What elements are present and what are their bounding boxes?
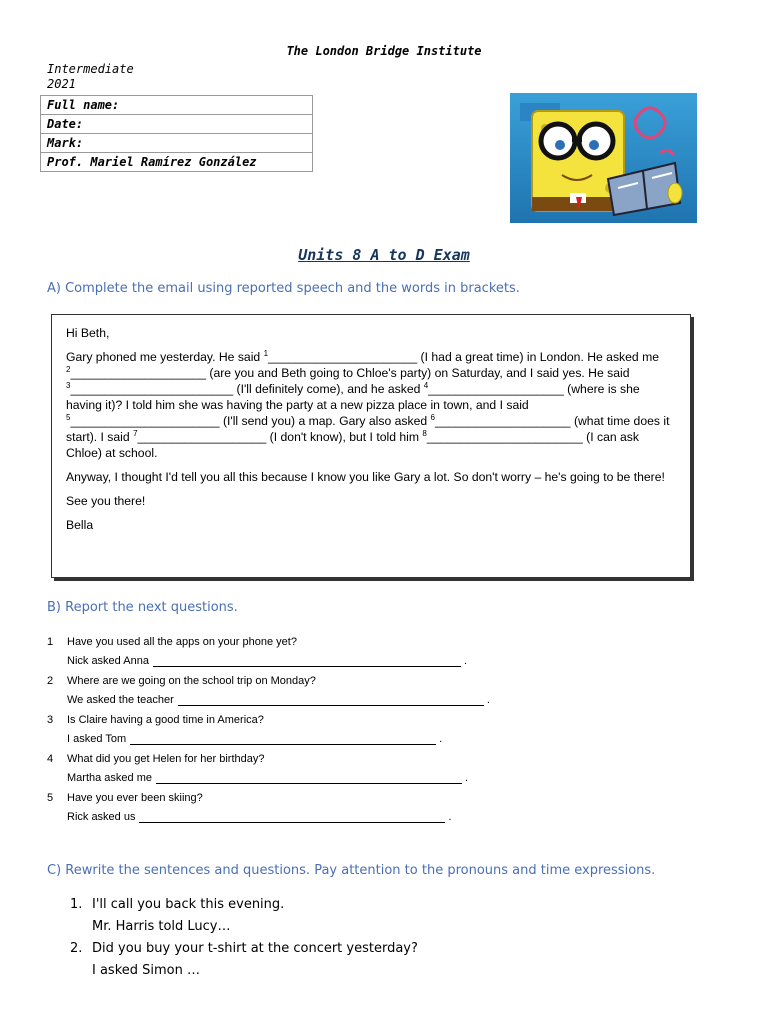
level-label: Intermediate bbox=[47, 62, 134, 76]
email-paragraph-2: Anyway, I thought I'd tell you all this because I know you like Gary a lot. So don't worry – he's going to be there! bbox=[66, 470, 665, 484]
date-field[interactable]: Date: bbox=[41, 115, 313, 134]
rewrite-answer[interactable]: Mr. Harris told Lucy… bbox=[92, 919, 231, 934]
answer-row[interactable]: Rick asked us . bbox=[67, 811, 452, 824]
rewrite-item: 2. Did you buy your t-shirt at the concert yesterday? bbox=[70, 941, 418, 956]
email-box bbox=[51, 314, 691, 578]
answer-row[interactable]: Martha asked me . bbox=[67, 772, 469, 785]
question-row: 3 Is Claire having a good time in America? bbox=[47, 713, 264, 726]
question-row: 1 Have you used all the apps on your phone yet? bbox=[47, 635, 297, 648]
question-row: 5 Have you ever been skiing? bbox=[47, 791, 203, 804]
rewrite-list bbox=[70, 894, 418, 982]
student-info-table bbox=[40, 95, 313, 172]
question-row: 2 Where are we going on the school trip on Monday? bbox=[47, 674, 316, 687]
email-signoff: Bella bbox=[66, 518, 94, 532]
section-c-heading: C) Rewrite the sentences and questions. Pay attention to the pronouns and time expressions. bbox=[47, 863, 656, 878]
email-paragraph-1: Gary phoned me yesterday. He said $^1$______________________ (I had a great time) in London. He asked me $^2$____________________ (are you and Beth going to Chloe's party) on Saturday, and I said yes. He said $^3$________________________ (I'll definitely come), and he asked $^4$____________________ (where is she having it)? I told him she was having the party at a new pizza place in town, and I said $^5$______________________ (I'll send you) a map. Gary also asked $^6$____________________ (what time does it start). I said $^7$___________________ (I don't know), but I told him $^8$_______________________ (I can ask Chloe) at school. bbox=[66, 348, 670, 460]
teacher-name: Prof. Mariel Ramírez González bbox=[41, 153, 313, 172]
question-row: 4 What did you get Helen for her birthday? bbox=[47, 752, 265, 765]
spongebob-reading-image bbox=[510, 93, 697, 223]
report-questions-list bbox=[47, 632, 527, 827]
answer-row[interactable]: I asked Tom . bbox=[67, 733, 443, 746]
answer-row[interactable]: Nick asked Anna . bbox=[67, 655, 468, 668]
year-label: 2021 bbox=[47, 77, 76, 91]
rewrite-answer[interactable]: I asked Simon … bbox=[92, 963, 201, 978]
section-a-heading: A) Complete the email using reported speech and the words in brackets. bbox=[47, 281, 520, 296]
full-name-field[interactable]: Full name: bbox=[41, 96, 313, 115]
email-greeting: Hi Beth, bbox=[66, 326, 110, 340]
mark-field[interactable]: Mark: bbox=[41, 134, 313, 153]
section-b-heading: B) Report the next questions. bbox=[47, 600, 238, 615]
rewrite-item: 1. I'll call you back this evening. bbox=[70, 897, 285, 912]
answer-row[interactable]: We asked the teacher . bbox=[67, 694, 490, 707]
exam-title: Units 8 A to D Exam bbox=[298, 246, 470, 264]
institute-name: The London Bridge Institute bbox=[286, 44, 482, 58]
email-paragraph-3: See you there! bbox=[66, 494, 146, 508]
